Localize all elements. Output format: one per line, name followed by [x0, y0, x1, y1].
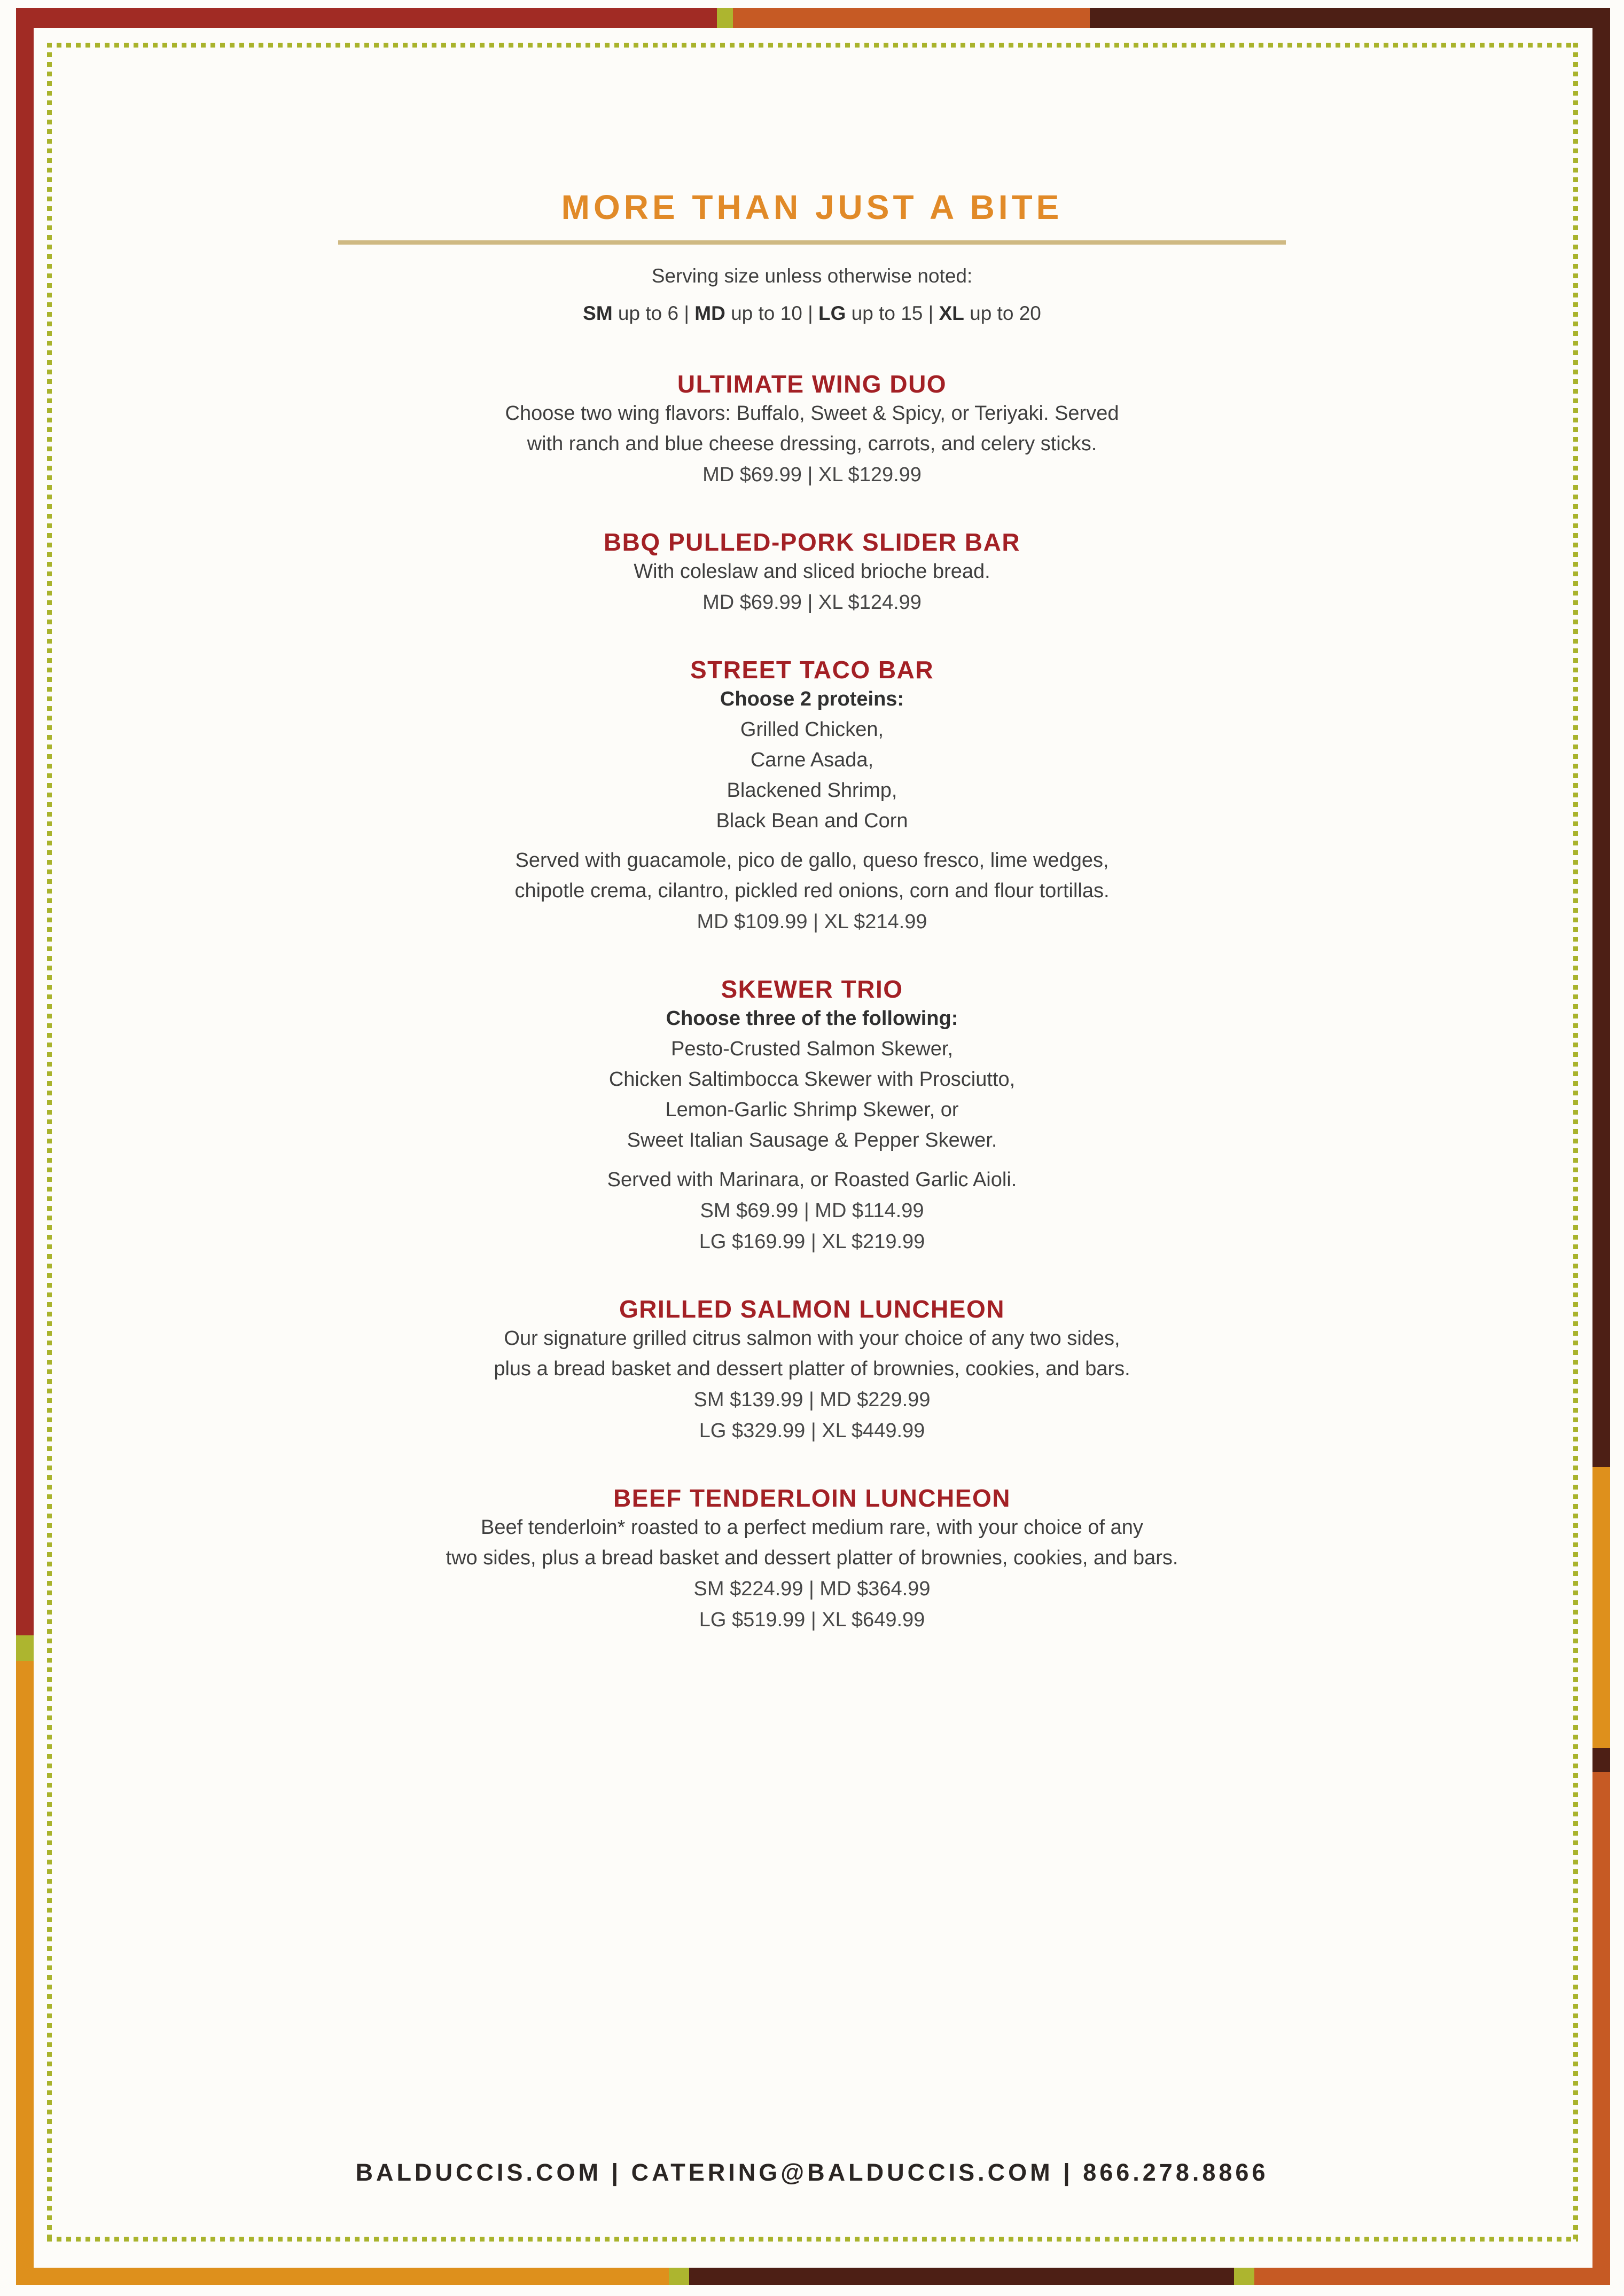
price-line: MD $69.99 | XL $129.99: [702, 464, 922, 486]
size-text: up to 20: [964, 302, 1041, 324]
dotted-border-right: [1573, 43, 1578, 2242]
description-line: Served with guacamole, pico de gallo, queso fresco, lime wedges,: [515, 849, 1109, 872]
section-description: [251, 845, 1373, 906]
price-line: SM $69.99 | MD $114.99: [700, 1200, 924, 1222]
description-line: chipotle crema, cilantro, pickled red onions, corn and flour tortillas.: [514, 880, 1110, 902]
border-segment-brown: [1592, 1748, 1610, 1772]
size-abbrev: XL: [939, 302, 964, 324]
option-line: Black Bean and Corn: [716, 810, 908, 832]
serving-note: [251, 257, 1373, 332]
footer-contact-line: BALDUCCIS.COM | CATERING@BALDUCCIS.COM | 866.278.8866: [355, 2159, 1269, 2186]
price-line: MD $109.99 | XL $214.99: [697, 911, 927, 933]
menu-section: [251, 1484, 1373, 1635]
option-line: Grilled Chicken,: [740, 718, 884, 741]
option-line: Lemon-Garlic Shrimp Skewer, or: [665, 1099, 959, 1121]
section-heading: SKEWER TRIO: [721, 975, 903, 1003]
border-left-bar: [16, 0, 34, 2296]
price-line: SM $139.99 | MD $229.99: [693, 1389, 931, 1411]
size-abbrev: SM: [583, 302, 613, 324]
section-prices: [251, 1195, 1373, 1257]
serving-size-key: [251, 295, 1373, 332]
description-line: Served with Marinara, or Roasted Garlic Aioli.: [607, 1169, 1017, 1191]
section-heading: GRILLED SALMON LUNCHEON: [619, 1295, 1005, 1323]
section-description: [251, 1513, 1373, 1573]
menu-section: [251, 370, 1373, 490]
option-line: Sweet Italian Sausage & Pepper Skewer.: [627, 1129, 997, 1151]
price-line: MD $69.99 | XL $124.99: [702, 591, 922, 614]
description-line: Our signature grilled citrus salmon with your choice of any two sides,: [504, 1327, 1120, 1350]
section-prices: [251, 459, 1373, 490]
price-line: SM $224.99 | MD $364.99: [693, 1578, 931, 1600]
section-heading: ULTIMATE WING DUO: [677, 370, 947, 398]
border-segment-brown: [1090, 8, 1610, 28]
section-choose-line: Choose 2 proteins:: [720, 688, 904, 710]
section-choose-line: Choose three of the following:: [666, 1007, 958, 1030]
page-title: MORE THAN JUST A BITE: [561, 188, 1063, 226]
section-description: [251, 1165, 1373, 1195]
border-bottom-bar: [0, 2268, 1624, 2285]
description-line: With coleslaw and sliced brioche bread.: [634, 560, 990, 583]
border-segment-amber: [16, 1661, 34, 2285]
border-segment-maroon: [16, 8, 34, 1635]
section-options: [251, 1034, 1373, 1156]
border-right-bar: [1592, 0, 1610, 2296]
menu-content: [251, 188, 1373, 1635]
size-abbrev: MD: [694, 302, 725, 324]
size-abbrev: LG: [818, 302, 846, 324]
menu-section: [251, 975, 1373, 1257]
border-segment-maroon: [16, 8, 717, 28]
section-description: [251, 398, 1373, 459]
section-heading: BEEF TENDERLOIN LUNCHEON: [613, 1484, 1011, 1512]
section-description: [251, 557, 1373, 587]
description-line: Beef tenderloin* roasted to a perfect medium rare, with your choice of any: [481, 1516, 1143, 1539]
section-prices: [251, 1573, 1373, 1635]
border-segment-brown: [689, 2268, 1234, 2285]
menu-section: [251, 1295, 1373, 1446]
section-description: [251, 1323, 1373, 1384]
section-prices: [251, 1384, 1373, 1446]
size-text: up to 10 |: [725, 302, 818, 324]
border-segment-amber: [16, 2268, 669, 2285]
border-segment-olive: [717, 8, 733, 28]
border-segment-olive: [669, 2268, 689, 2285]
serving-note-line: Serving size unless otherwise noted:: [651, 265, 973, 287]
title-underline: [338, 240, 1286, 245]
option-line: Chicken Saltimbocca Skewer with Prosciutto,: [608, 1068, 1016, 1091]
border-segment-orange-red: [1254, 2268, 1610, 2285]
menu-section: [251, 528, 1373, 618]
border-top-bar: [0, 8, 1624, 28]
price-line: LG $169.99 | XL $219.99: [699, 1231, 925, 1253]
description-line: two sides, plus a bread basket and dessert platter of brownies, cookies, and bars.: [446, 1547, 1178, 1569]
size-text: up to 15 |: [846, 302, 939, 324]
menu-sections: [251, 370, 1373, 1635]
dotted-border-top: [47, 43, 1578, 48]
size-text: up to 6 |: [612, 302, 695, 324]
section-options: [251, 715, 1373, 836]
border-segment-brown: [1592, 8, 1610, 1467]
border-segment-olive: [16, 1635, 34, 1661]
border-segment-olive: [1234, 2268, 1254, 2285]
option-line: Carne Asada,: [750, 749, 874, 771]
section-heading: BBQ PULLED-PORK SLIDER BAR: [603, 528, 1021, 556]
section-heading: STREET TACO BAR: [690, 656, 934, 684]
border-segment-amber: [1592, 1467, 1610, 1748]
section-prices: [251, 587, 1373, 618]
menu-section: [251, 655, 1373, 937]
dotted-border-bottom: [47, 2237, 1578, 2242]
description-line: with ranch and blue cheese dressing, carrots, and celery sticks.: [527, 433, 1097, 455]
option-line: Blackened Shrimp,: [727, 779, 897, 802]
dotted-border-left: [47, 43, 52, 2242]
border-segment-orange-red: [733, 8, 1090, 28]
section-prices: [251, 906, 1373, 937]
option-line: Pesto-Crusted Salmon Skewer,: [670, 1038, 953, 1060]
price-line: LG $329.99 | XL $449.99: [699, 1420, 925, 1442]
description-line: plus a bread basket and dessert platter of brownies, cookies, and bars.: [494, 1358, 1130, 1380]
border-segment-orange-red: [1592, 1772, 1610, 2285]
description-line: Choose two wing flavors: Buffalo, Sweet & Spicy, or Teriyaki. Served: [505, 402, 1119, 425]
price-line: LG $519.99 | XL $649.99: [699, 1609, 925, 1631]
